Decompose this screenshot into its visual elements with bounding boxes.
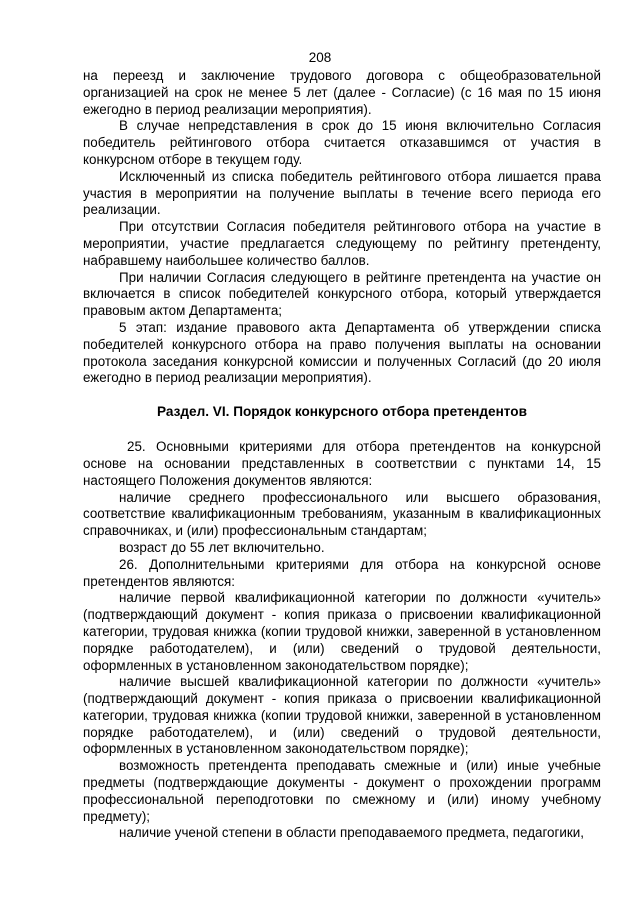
paragraph-first-category: наличие первой квалификационной категории по должности «учитель» (подтверждающий документ - копия приказа о присвоении квалификационной категории, трудовая книжка (копии трудовой книжки, заверенной в установленном порядке работодателем), и (или) сведений о трудовой деятельности, оформленных в установленном законодательством порядке); [83, 590, 601, 673]
document-body [83, 68, 601, 842]
paragraph-deadline: В случае непредставления в срок до 15 июня включительно Согласия победитель рейтингового отбора считается отказавшимся от участия в конкурсном отборе в текущем году. [83, 118, 601, 167]
paragraph-excluded-winner: Исключенный из списка победитель рейтингового отбора лишается права участия в мероприятии на получение выплаты в течение всего периода его реализации. [83, 168, 601, 218]
paragraph-no-consent: При отсутствии Согласия победителя рейтингового отбора на участие в мероприятии, участие предлагается следующему по рейтингу претенденту, набравшему наибольшее количество баллов. [83, 219, 601, 268]
paragraph-highest-category: наличие высшей квалификационной категории по должности «учитель» (подтверждающий документ - копия приказа о присвоении квалификационной категории, трудовая книжка (копии трудовой книжки, заверенной в установленном порядке работодателем), и (или) сведений о трудовой деятельности, оформленных в установленном законодательством порядке); [83, 674, 601, 757]
section-heading: Раздел. VI. Порядок конкурсного отбора претендентов [157, 404, 527, 420]
paragraph-academic-degree: наличие ученой степени в области преподаваемого предмета, педагогики, [119, 825, 584, 841]
paragraph-related-subjects: возможность претендента преподавать смежные и (или) иные учебные предметы (подтверждающие документы - документ о прохождении программ профессиональной переподготовки по смежному и (или) иному учебному предмету); [83, 758, 601, 824]
paragraph-consent-next: При наличии Согласия следующего в рейтинге претендента на участие он включается в список победителей конкурсного отбора, который утверждается правовым актом Департамента; [83, 269, 601, 319]
paragraph-item-26: 26. Дополнительными критериями для отбора на конкурсной основе претендентов являются: [83, 556, 601, 589]
paragraph-education: наличие среднего профессионального или высшего образования, соответствие квалификационным требованиям, указанным в квалификационных справочниках, и (или) профессиональным стандартам; [83, 489, 601, 539]
page-number: 208 [308, 50, 332, 65]
paragraph-stage-5: 5 этап: издание правового акта Департамента об утверждении списка победителей конкурсного отбора на право получения выплаты на основании протокола заседания конкурсной комиссии и полученных Согласий (до 20 июля ежегодно в период реализации мероприятия). [83, 319, 601, 386]
paragraph-age: возраст до 55 лет включительно. [119, 539, 325, 555]
paragraph-item-25: 25. Основными критериями для отбора претендентов на конкурсной основе на основании представленных в соответствии с пунктами 14, 15 настоящего Положения документов являются: [83, 439, 601, 488]
paragraph-continuation: на переезд и заключение трудового договора с общеобразовательной организацией на срок не менее 5 лет (далее - Согласие) (с 16 мая по 15 июня ежегодно в период реализации мероприятия). [83, 68, 601, 117]
